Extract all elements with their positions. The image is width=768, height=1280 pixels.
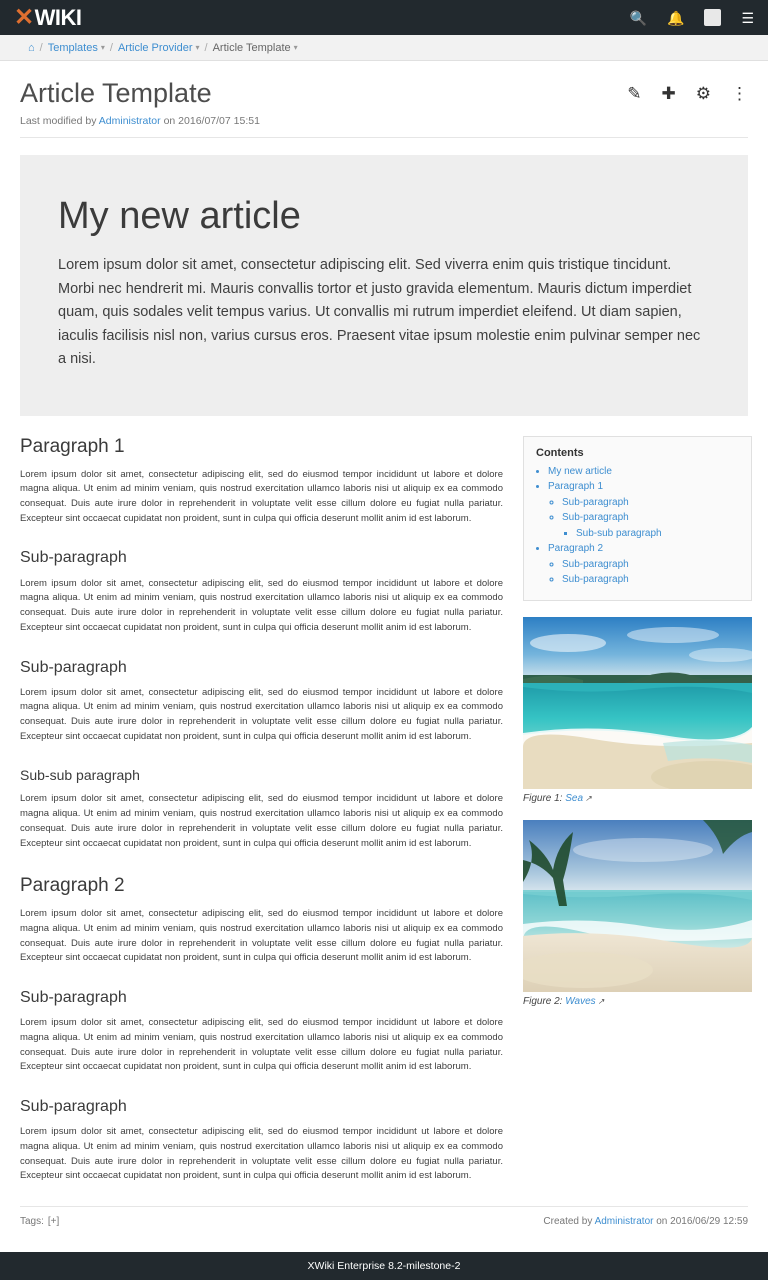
- footer-version-text: XWiki Enterprise 8.2-milestone-2: [307, 1260, 461, 1272]
- toc-item: [562, 510, 739, 541]
- tags-toggle[interactable]: [+]: [47, 1216, 60, 1228]
- document-footer: [20, 1206, 748, 1239]
- page-title: Article Template: [20, 78, 212, 108]
- main-content-column: [20, 436, 503, 1184]
- last-modified-prefix: Last modified by: [20, 114, 99, 127]
- paragraph-1-subsub-body: Lorem ipsum dolor sit amet, consectetur adipiscing elit, sed do eiusmod tempor incididunt ut labore et dolore magna aliqua. Ut enim ad minim veniam, quis nostrud exercitation ullamco laboris nisi ut aliquip ex ea commodo consequat. Duis aute irure dolor in reprehenderit in voluptate velit esse cillum dolore eu fugiat nulla pariatur. Excepteur sint occaecat cupidatat non proident, sunt in culpa qui officia deserunt mollit anim id est laborum.: [20, 793, 503, 849]
- heading-paragraph-2-sub-1: Sub-paragraph: [20, 988, 127, 1006]
- paragraph-1-body: Lorem ipsum dolor sit amet, consectetur adipiscing elit, sed do eiusmod tempor incididunt ut labore et dolore magna aliqua. Ut enim ad minim veniam, quis nostrud exercitation ullamco laboris nisi ut aliquip ex ea commodo consequat. Duis aute irure dolor in reprehenderit in voluptate velit esse cillum dolore eu fugiat nulla pariatur. Excepteur sint occaecat cupidatat non proident, sunt in culpa qui officia deserunt mollit anim id est laborum.: [20, 468, 503, 524]
- xwiki-logo[interactable]: [14, 5, 82, 31]
- breadcrumb-current: Article Template: [212, 41, 291, 54]
- paragraph-2-sub-2-body: Lorem ipsum dolor sit amet, consectetur adipiscing elit, sed do eiusmod tempor incididunt ut labore et dolore magna aliqua. Ut enim ad minim veniam, quis nostrud exercitation ullamco laboris nisi ut aliquip ex ea commodo consequat. Duis aute irure dolor in reprehenderit in voluptate velit esse cillum dolore eu fugiat nulla pariatur. Excepteur sint occaecat cupidatat non proident, sunt in culpa qui officia deserunt mollit anim id est laborum.: [20, 1126, 503, 1182]
- page-actions: [627, 79, 748, 102]
- title-row: [20, 61, 748, 109]
- hero-banner: [20, 155, 748, 416]
- chevron-down-icon[interactable]: ▾: [100, 43, 105, 52]
- figure-1-caption-prefix: Figure 1:: [523, 792, 566, 804]
- waves-photo[interactable]: [523, 820, 752, 992]
- toc-subsublist: [562, 526, 739, 542]
- last-modified-suffix: on 2016/07/07 15:51: [160, 114, 260, 127]
- figure-2-caption-prefix: Figure 2:: [523, 995, 566, 1007]
- figure-2: [523, 820, 752, 1007]
- toc-item: [562, 557, 739, 573]
- figure-1-link[interactable]: Sea: [565, 792, 584, 804]
- topbar-actions: [630, 9, 754, 26]
- tags-label: Tags:: [20, 1216, 44, 1228]
- top-navigation-bar: [0, 0, 768, 35]
- search-icon[interactable]: 🔍: [629, 9, 647, 26]
- created-info: [543, 1216, 748, 1227]
- toc-link-paragraph-2[interactable]: Paragraph 2: [548, 543, 604, 555]
- toc-list: [536, 464, 739, 588]
- footer-bar: [0, 1252, 768, 1280]
- paragraph-2-body: Lorem ipsum dolor sit amet, consectetur adipiscing elit, sed do eiusmod tempor incididunt ut labore et dolore magna aliqua. Ut enim ad minim veniam, quis nostrud exercitation ullamco laboris nisi ut aliquip ex ea commodo consequat. Duis aute irure dolor in reprehenderit in voluptate velit esse cillum dolore eu fugiat nulla pariatur. Excepteur sint occaecat cupidatat non proident, sunt in culpa qui officia deserunt mollit anim id est laborum.: [20, 908, 503, 964]
- page-container: [0, 61, 768, 1239]
- bell-icon[interactable]: 🔔: [667, 9, 685, 26]
- breadcrumb-item-templates[interactable]: Templates: [47, 41, 98, 54]
- toc-link-my-new-article[interactable]: My new article: [548, 465, 612, 477]
- toc-sublist: [548, 495, 739, 542]
- breadcrumb: [0, 35, 768, 61]
- gear-icon[interactable]: ⚙: [695, 84, 711, 103]
- heading-paragraph-1-sub-2: Sub-paragraph: [20, 658, 127, 676]
- hero-title: My new article: [58, 194, 301, 237]
- chevron-down-icon[interactable]: ▾: [195, 43, 200, 52]
- paragraph-2-sub-1-body: Lorem ipsum dolor sit amet, consectetur adipiscing elit, sed do eiusmod tempor incididunt ut labore et dolore magna aliqua. Ut enim ad minim veniam, quis nostrud exercitation ullamco laboris nisi ut aliquip ex ea commodo consequat. Duis aute irure dolor in reprehenderit in voluptate velit esse cillum dolore eu fugiat nulla pariatur. Excepteur sint occaecat cupidatat non proident, sunt in culpa qui officia deserunt mollit anim id est laborum.: [20, 1017, 503, 1073]
- pencil-icon[interactable]: ✎: [627, 84, 642, 103]
- toc-link-paragraph-1[interactable]: Paragraph 1: [548, 481, 604, 493]
- toc-item: [548, 479, 739, 541]
- chevron-down-icon[interactable]: ▾: [293, 43, 298, 52]
- breadcrumb-separator: /: [204, 41, 208, 54]
- hamburger-menu-icon[interactable]: ☰: [741, 9, 754, 26]
- toc-link-p2-sub-1[interactable]: Sub-paragraph: [562, 558, 629, 570]
- toc-link-p1-sub-1[interactable]: Sub-paragraph: [562, 496, 629, 508]
- external-link-icon: ↗: [585, 793, 592, 803]
- plus-icon[interactable]: ✚: [661, 84, 676, 103]
- toc-sublist: [548, 557, 739, 588]
- logo-x-icon: ✕: [14, 3, 34, 31]
- heading-paragraph-1: Paragraph 1: [20, 435, 125, 457]
- toc-link-p1-sub-2[interactable]: Sub-paragraph: [562, 512, 629, 524]
- toc-item: [576, 526, 739, 542]
- content-columns: [20, 416, 748, 1184]
- more-vertical-icon[interactable]: ⋮: [731, 84, 748, 103]
- toc-item: [548, 541, 739, 588]
- heading-paragraph-2-sub-2: Sub-paragraph: [20, 1098, 127, 1115]
- figure-2-link[interactable]: Waves: [565, 995, 596, 1007]
- figure-1: [523, 617, 752, 804]
- last-modified-author-link[interactable]: Administrator: [98, 114, 161, 127]
- figure-1-caption: [523, 789, 752, 804]
- created-author-link[interactable]: Administrator: [594, 1216, 654, 1228]
- side-column: [523, 436, 752, 1184]
- paragraph-1-sub-1-body: Lorem ipsum dolor sit amet, consectetur adipiscing elit, sed do eiusmod tempor incididunt ut labore et dolore magna aliqua. Ut enim ad minim veniam, quis nostrud exercitation ullamco laboris nisi ut aliquip ex ea commodo consequat. Duis aute irure dolor in reprehenderit in voluptate velit esse cillum dolore eu fugiat nulla pariatur. Excepteur sint occaecat cupidatat non proident, sunt in culpa qui officia deserunt mollit anim id est laborum.: [20, 577, 503, 633]
- heading-paragraph-1-subsub: Sub-sub paragraph: [20, 766, 140, 783]
- breadcrumb-separator: /: [109, 41, 113, 54]
- hero-text: Lorem ipsum dolor sit amet, consectetur adipiscing elit. Sed viverra enim quis tristique tincidunt. Morbi nec hendrerit mi. Mauris convallis tortor et justo gravida elementum. Mauris dictum imperdiet quam, quis sodales velit tempus varius. Ut convallis mi rutrum imperdiet eleifend. Ut diam sapien, iaculis facilisis nisl non, varius cursus eros. Praesent vitae ipsum molestie enim pulvinar semper nec a nisi.: [58, 257, 701, 368]
- toc-item: [548, 464, 739, 480]
- toc-item: [562, 572, 739, 588]
- toc-link-p2-sub-2[interactable]: Sub-paragraph: [562, 574, 629, 586]
- breadcrumb-home-icon[interactable]: ⌂: [28, 41, 35, 54]
- breadcrumb-item-article-provider[interactable]: Article Provider: [117, 41, 193, 54]
- document-metadata: [20, 109, 748, 138]
- user-avatar-icon[interactable]: [704, 9, 721, 26]
- heading-paragraph-2: Paragraph 2: [20, 875, 125, 897]
- toc-item: [562, 495, 739, 511]
- toc-link-p1-subsub[interactable]: Sub-sub paragraph: [576, 527, 662, 539]
- toc-title: Contents: [536, 446, 584, 459]
- created-prefix: Created by: [543, 1216, 595, 1228]
- heading-paragraph-1-sub-1: Sub-paragraph: [20, 549, 127, 567]
- sea-photo[interactable]: [523, 617, 752, 789]
- paragraph-1-sub-2-body: Lorem ipsum dolor sit amet, consectetur adipiscing elit, sed do eiusmod tempor incididunt ut labore et dolore magna aliqua. Ut enim ad minim veniam, quis nostrud exercitation ullamco laboris nisi ut aliquip ex ea commodo consequat. Duis aute irure dolor in reprehenderit in voluptate velit esse cillum dolore eu fugiat nulla pariatur. Excepteur sint occaecat cupidatat non proident, sunt in culpa qui officia deserunt mollit anim id est laborum.: [20, 686, 503, 742]
- breadcrumb-separator: /: [39, 41, 43, 54]
- external-link-icon: ↗: [597, 996, 605, 1006]
- table-of-contents: [523, 436, 752, 601]
- logo-text: WIKI: [34, 4, 82, 30]
- created-suffix: on 2016/06/29 12:59: [653, 1216, 748, 1228]
- figure-2-caption: [523, 992, 752, 1007]
